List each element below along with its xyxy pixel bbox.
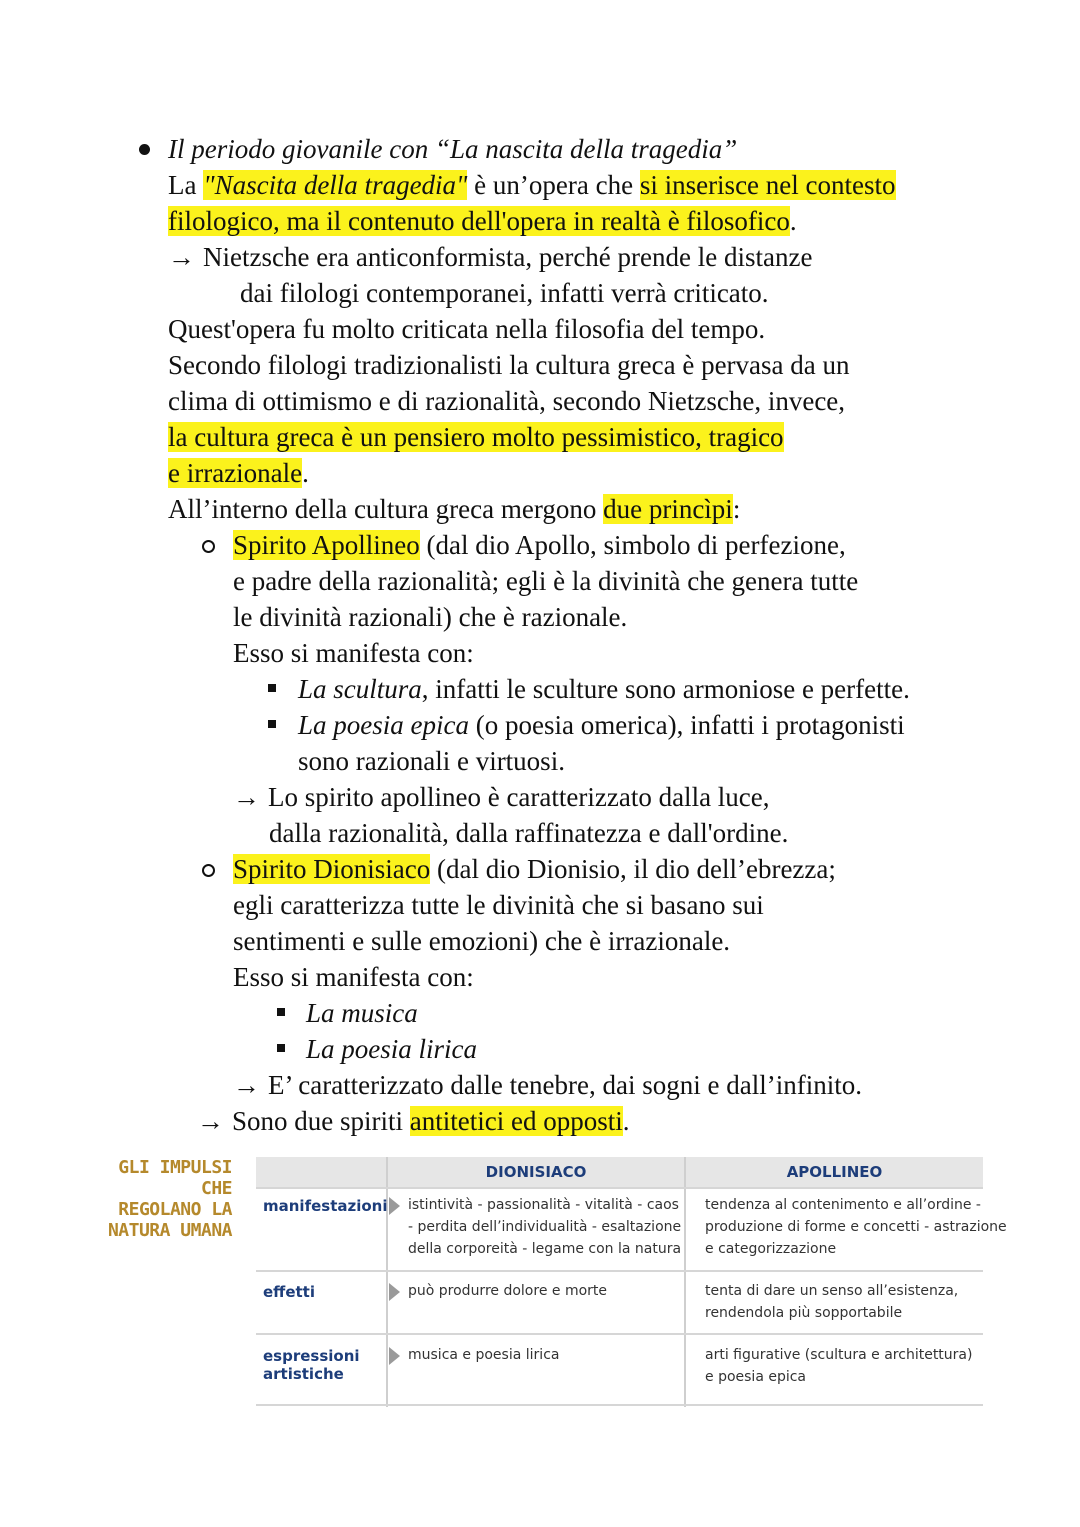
table-cell-apollineo: [705, 1344, 972, 1388]
text-span: Nietzsche era anticonformista, perché prende le distanze: [203, 242, 813, 272]
triangle-arrow-icon: [389, 1197, 400, 1215]
text-span: La scultura: [298, 674, 422, 704]
text-span: .: [302, 458, 309, 488]
highlighted-text: e irrazionale: [168, 458, 303, 488]
table-cell-apollineo: [705, 1280, 958, 1324]
header-dionisiaco: DIONISIACO: [388, 1157, 684, 1187]
text-span: è un’opera che: [467, 170, 640, 200]
cell-line: e poesia epica: [705, 1369, 807, 1385]
paragraph-line: [168, 167, 896, 203]
table-side-title: [100, 1157, 232, 1241]
paragraph-line: egli caratterizza tutte le divinità che si basano sui: [233, 890, 764, 920]
arrow-icon: →: [197, 1106, 224, 1136]
side-title-line: NATURA UMANA: [107, 1220, 232, 1241]
text-span: La: [168, 170, 204, 200]
cell-line: musica e poesia lirica: [408, 1347, 560, 1363]
arrow-icon: →: [233, 782, 260, 812]
square-bullet-icon: [268, 684, 276, 692]
cell-line: tenta di dare un senso all’esistenza,: [705, 1283, 959, 1299]
paragraph-line: [168, 419, 784, 455]
side-title-line: REGOLANO LA: [118, 1199, 232, 1220]
row-label-effetti: [263, 1283, 315, 1301]
highlighted-text: si inserisce nel contesto: [639, 170, 896, 200]
main-bullet: [139, 144, 150, 155]
row-divider: [256, 1270, 983, 1272]
paragraph-line: [168, 203, 797, 239]
triangle-arrow-icon: [389, 1347, 400, 1365]
row-label-line: espressioni: [263, 1347, 360, 1365]
list-item: La musica: [306, 998, 418, 1028]
square-bullet-icon: [268, 720, 276, 728]
table-cell-dionisiaco: [408, 1194, 681, 1260]
paragraph-line: sentimenti e sulle emozioni) che è irrazionale.: [233, 926, 731, 956]
section-heading: Il periodo giovanile con “La nascita della tragedia”: [168, 134, 738, 164]
row-divider: [256, 1333, 983, 1335]
row-label-line: effetti: [263, 1283, 315, 1301]
list-item: [298, 671, 910, 707]
highlighted-text: Spirito Dionisiaco: [233, 854, 431, 884]
highlighted-title: "Nascita della tragedia": [203, 170, 468, 200]
text-span: La poesia epica: [298, 710, 469, 740]
paragraph-line: Secondo filologi tradizionalisti la cultura greca è pervasa da un: [168, 350, 850, 380]
row-divider: [256, 1187, 983, 1189]
paragraph-line: le divinità razionali) che è razionale.: [233, 602, 628, 632]
arrow-line: [197, 1103, 629, 1139]
table-cell-dionisiaco: [408, 1344, 559, 1366]
arrow-line: [233, 1067, 862, 1103]
arrow-icon: →: [168, 242, 195, 272]
text-span: All’interno della cultura greca mergono: [168, 494, 604, 524]
row-label-line: artistiche: [263, 1365, 344, 1383]
paragraph-line: e padre della razionalità; egli è la divinità che genera tutte: [233, 566, 859, 596]
column-divider: [684, 1157, 686, 1407]
paragraph-line: [233, 527, 846, 563]
cell-line: può produrre dolore e morte: [408, 1283, 608, 1299]
circle-bullet-icon: [202, 540, 215, 553]
paragraph-line: [168, 491, 740, 527]
list-item: [298, 707, 905, 743]
triangle-arrow-icon: [389, 1283, 400, 1301]
text-span: (dal dio Dionisio, il dio dell’ebrezza;: [430, 854, 836, 884]
text-span: .: [789, 206, 797, 236]
cell-line: e categorizzazione: [705, 1241, 837, 1257]
square-bullet-icon: [277, 1044, 285, 1052]
row-label-line: manifestazioni: [263, 1197, 388, 1215]
row-divider: [256, 1404, 983, 1406]
paragraph-line: [168, 455, 309, 491]
text-span: E’ caratterizzato dalle tenebre, dai sogni e dall’infinito.: [268, 1070, 862, 1100]
cell-line: rendendola più sopportabile: [705, 1305, 903, 1321]
highlighted-text: la cultura greca è un pensiero molto pessimistico, tragico: [168, 422, 784, 452]
paragraph-line: [233, 851, 836, 887]
paragraph-line: Quest'opera fu molto criticata nella filosofia del tempo.: [168, 314, 766, 344]
paragraph-line: dai filologi contemporanei, infatti verrà criticato.: [240, 278, 769, 308]
column-divider: [386, 1157, 388, 1407]
row-label-manifestazioni: [263, 1197, 388, 1215]
cell-line: produzione di forme e concetti - astrazione: [705, 1219, 1007, 1235]
square-bullet-icon: [277, 1008, 285, 1016]
text-span: :: [732, 494, 741, 524]
side-title-line: GLI IMPULSI CHE: [118, 1157, 232, 1199]
table-cell-dionisiaco: [408, 1280, 607, 1302]
highlighted-text: due princìpi: [603, 494, 733, 524]
highlighted-text: antitetici ed opposti: [409, 1106, 623, 1136]
cell-line: arti figurative (scultura e architettura): [705, 1347, 973, 1363]
cell-line: della corporeità - legame con la natura: [408, 1241, 682, 1257]
table-cell-apollineo: [705, 1194, 1007, 1260]
arrow-icon: →: [233, 1070, 260, 1100]
circle-bullet-icon: [202, 864, 215, 877]
row-label-espressioni-artistiche: [263, 1347, 360, 1383]
text-span: , infatti le sculture sono armoniose e perfette.: [421, 674, 910, 704]
paragraph-line: Esso si manifesta con:: [233, 638, 474, 668]
arrow-line: [233, 779, 770, 815]
text-span: .: [622, 1106, 630, 1136]
text-span: Lo spirito apollineo è caratterizzato dalla luce,: [268, 782, 770, 812]
header-apollineo: APOLLINEO: [686, 1157, 983, 1187]
paragraph-line: Esso si manifesta con:: [233, 962, 474, 992]
highlighted-text: Spirito Apollineo: [233, 530, 420, 560]
paragraph-line: clima di ottimismo e di razionalità, secondo Nietzsche, invece,: [168, 386, 846, 416]
text-span: (dal dio Apollo, simbolo di perfezione,: [419, 530, 846, 560]
cell-line: tendenza al contenimento e all’ordine -: [705, 1197, 981, 1213]
cell-line: istintività - passionalità - vitalità - caos: [408, 1197, 679, 1213]
highlighted-text: filologico, ma il contenuto dell'opera in realtà è filosofico: [168, 206, 790, 236]
list-item: La poesia lirica: [306, 1034, 478, 1064]
paragraph-line: dalla razionalità, dalla raffinatezza e dall'ordine.: [269, 818, 789, 848]
list-item-cont: sono razionali e virtuosi.: [298, 746, 565, 776]
cell-line: - perdita dell’individualità - esaltazione: [408, 1219, 682, 1235]
table-header-blank: [256, 1157, 386, 1187]
arrow-line: [168, 239, 812, 275]
text-span: Sono due spiriti: [232, 1106, 410, 1136]
text-span: (o poesia omerica), infatti i protagonisti: [468, 710, 905, 740]
